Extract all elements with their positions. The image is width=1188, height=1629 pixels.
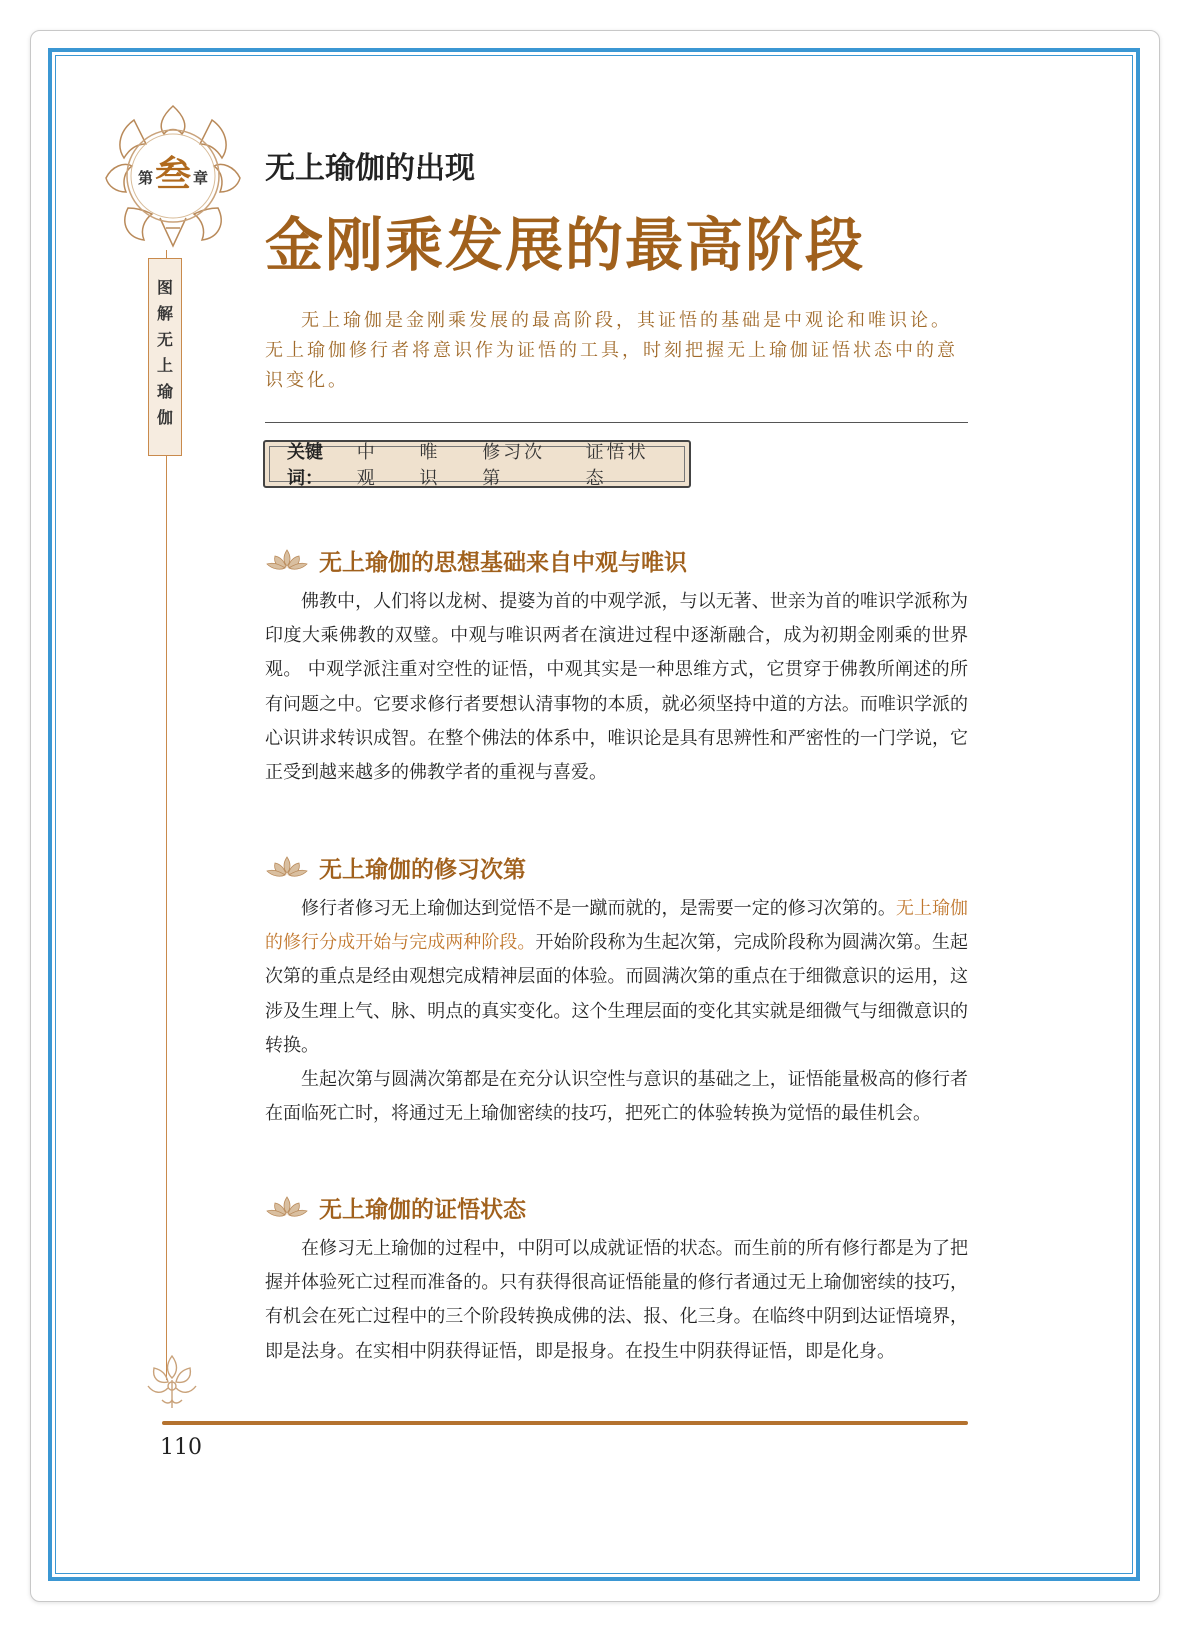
section-title: 无上瑜伽的证悟状态	[319, 1196, 526, 1223]
keyword-item: 证悟状态	[585, 442, 649, 489]
lotus-bullet-icon	[265, 853, 309, 881]
keyword-item: 修习次第	[482, 442, 546, 489]
abstract-paragraph: 无上瑜伽是金刚乘发展的最高阶段，其证悟的基础是中观论和唯识论。无上瑜伽修行者将意识作为证悟的工具，时刻把握无上瑜伽证悟状态中的意识变化。	[265, 310, 958, 391]
section-heading	[265, 540, 968, 580]
divider-line	[265, 422, 968, 423]
keyword-item: 中观	[356, 442, 378, 489]
highlighted-sentence: 无上瑜伽的修行分成开始与完成两种阶段。	[265, 898, 969, 954]
side-tab-char: 伽	[156, 408, 173, 427]
page-number: 110	[160, 1435, 202, 1460]
section-paragraph: 生起次第与圆满次第都是在充分认识空性与意识的基础之上，证悟能量极高的修行者在面临死亡时，将通过无上瑜伽密续的技巧，把死亡的体验转换为觉悟的最佳机会。	[265, 1069, 968, 1125]
footer-rule	[162, 1421, 968, 1425]
keyword-item: 唯识	[419, 442, 441, 489]
section-title: 无上瑜伽的思想基础来自中观与唯识	[319, 549, 687, 576]
side-tab-char: 瑜	[156, 382, 173, 401]
chapter-prefix: 第	[137, 168, 153, 187]
section-enlightenment	[265, 1187, 968, 1369]
keywords-label: 关键词：	[287, 442, 323, 489]
side-tab-char: 上	[156, 356, 173, 375]
page-subtitle: 无上瑜伽的出现	[265, 151, 475, 186]
side-tab-char: 解	[156, 304, 173, 323]
section-paragraph	[265, 892, 968, 1063]
section-paragraph: 佛教中，人们将以龙树、提婆为首的中观学派，与以无著、世亲为首的唯识学派称为印度大乘佛教的双璧。中观与唯识两者在演进过程中逐渐融合，成为初期金刚乘的世界观。 中观学派注重对空性的证悟，中观其实是一种思维方式，它贯穿于佛教所阐述的所有问题之中。它要求修行者要想认清事物的本质，就必须坚持中道的方法。而唯识学派的心识讲求转识成智。在整个佛法的体系中，唯识论是具有思辨性和严密性的一门学说，它正受到越来越多的佛教学者的重视与喜爱。	[265, 591, 968, 784]
paragraph-text: 开始阶段称为生起次第，完成阶段称为圆满次第。生起次第的重点是经由观想完成精神层面的体验。而圆满次第的重点在于细微意识的运用，这涉及生理上气、脉、明点的真实变化。这个生理层面的变化其实就是细微气与细微意识的转换。	[265, 932, 969, 1056]
section-paragraph: 在修习无上瑜伽的过程中，中阴可以成就证悟的状态。而生前的所有修行都是为了把握并体验死亡过程而准备的。只有获得很高证悟能量的修行者通过无上瑜伽密续的技巧，有机会在死亡过程中的三个阶段转换成佛的法、报、化三身。在临终中阴到达证悟境界，即是法身。在实相中阴获得证悟，即是报身。在投生中阴获得证悟，即是化身。	[265, 1238, 968, 1362]
keywords-box	[263, 440, 691, 488]
chapter-number: 叁	[154, 153, 191, 195]
lotus-ornament-icon	[140, 1350, 204, 1414]
side-tab-char: 无	[156, 330, 173, 349]
lotus-bullet-icon	[265, 546, 309, 574]
section-heading	[265, 1187, 968, 1227]
paragraph-text: 修行者修习无上瑜伽达到觉悟不是一蹴而就的，是需要一定的修习次第的。	[301, 898, 896, 919]
chapter-label	[132, 136, 214, 218]
side-tab-char: 图	[156, 278, 173, 297]
section-foundation	[265, 540, 968, 790]
section-heading	[265, 847, 968, 887]
page-title: 金刚乘发展的最高阶段	[265, 211, 866, 279]
section-title: 无上瑜伽的修习次第	[319, 856, 526, 883]
side-tab	[148, 258, 182, 456]
lotus-bullet-icon	[265, 1193, 309, 1221]
chapter-suffix: 章	[193, 168, 209, 187]
section-stages	[265, 847, 968, 1131]
